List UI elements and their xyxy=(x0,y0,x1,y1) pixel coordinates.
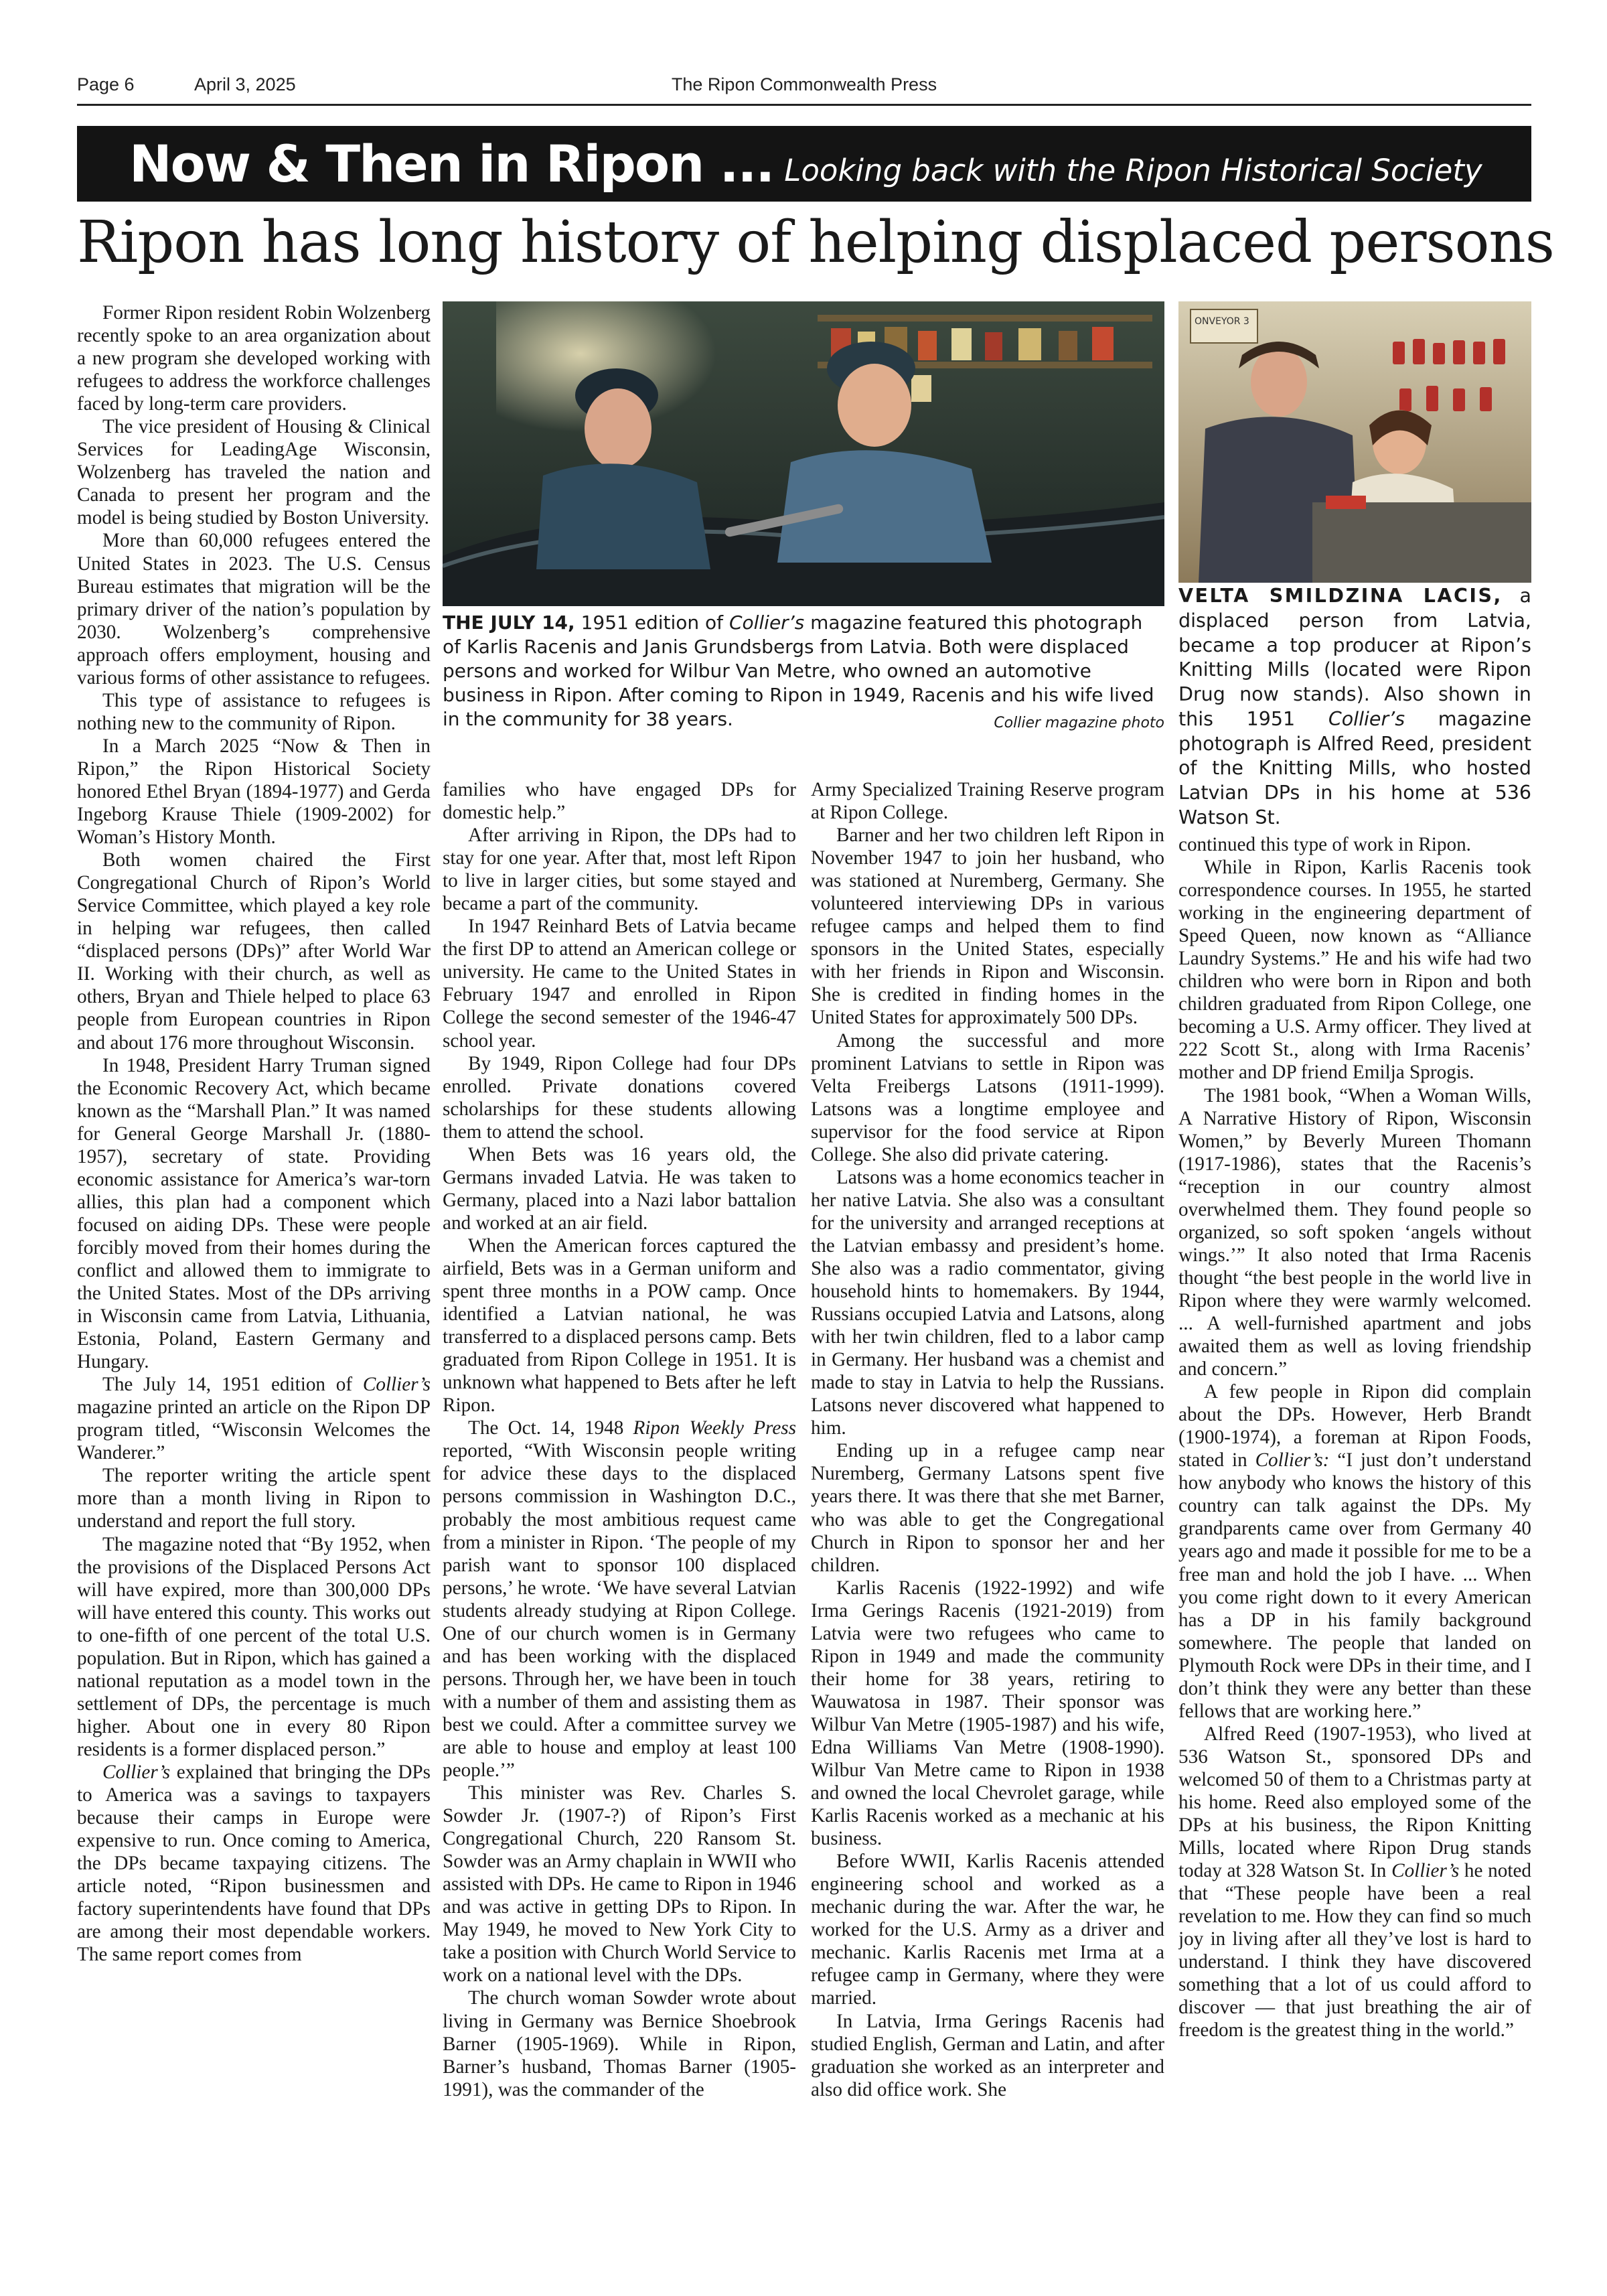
paragraph: The vice president of Housing & Clinical Services for LeadingAge Wisconsin, Wolzenberg has traveled the nation and Canada to present her program and the model is being studied by Boston University. xyxy=(77,416,431,529)
article-column-3 xyxy=(811,778,1164,2232)
paragraph: Former Ripon resident Robin Wolzenberg recently spoke to an area organization about a new program she developed working with refugees to address the workforce challenges faced by long-term care providers. xyxy=(77,302,431,415)
article-column-1 xyxy=(77,301,431,2230)
caption-lead: THE JULY 14, xyxy=(443,612,575,634)
paragraph: continued this type of work in Ripon. xyxy=(1178,834,1471,855)
magazine-title: Collier’s xyxy=(1391,1860,1460,1882)
photo-mechanics-caption xyxy=(443,611,1164,733)
paragraph: This minister was Rev. Charles S. Sowder Jr. (1907-?) of Ripon’s First Congregational Church, 220 Ransom St. Sowder was an Army chaplain in WWII who assisted with DPs. He came to Ripon in 1946 and was active in getting DPs to Ripon. In May 1949, he moved to New York City to take a position with Church World Service to work on a national level with the DPs. xyxy=(443,1782,796,1987)
photo-knitting-mill xyxy=(1178,301,1531,583)
paragraph: Ending up in a refugee camp near Nuremberg, Germany Latsons spent five years there. It was there that she met Barner, who was able to get the Congregational Church in Ripon to sponsor her and her children. xyxy=(811,1440,1164,1576)
caption-text: a displaced person from Latvia, became a top producer at Ripon’s Knitting Mills (located were Ripon Drug now stands). Also shown in this 1951 xyxy=(1178,585,1531,730)
photo-mechanics-image xyxy=(443,301,1164,606)
text-run: explained that bringing the DPs to America was a savings to taxpayers because their camps in Europe were expensive to run. Once coming to America, the DPs became taxpaying citizens. The article noted, “Ripon businessmen and factory superintendents have found that DPs are among their most dependable workers. The same report comes from xyxy=(77,1762,431,1966)
banner-title: Now & Then in Ripon ... xyxy=(129,134,774,194)
article-column-4 xyxy=(1178,833,1531,2226)
caption-magazine: Collier’s xyxy=(729,612,805,634)
caption-lead: VELTA SMILDZINA LACIS, xyxy=(1178,585,1503,607)
caption-text: magazine featured this photograph of Karlis Racenis and Janis Grundsbergs from Latvia. Both were displaced persons and worked for Wilbur Van Metre, who owned an automotive business in Ripon. After coming to Ripon in 1949, Racenis and his wife lived in the community for 38 years. xyxy=(443,612,1154,731)
paragraph: In 1948, President Harry Truman signed the Economic Recovery Act, which became known as the “Marshall Plan.” It was named for General George Marshall Jr. (1880-1957), secretary of state. Providing economic assistance for America’s war-torn allies, this plan had a component which focused on aiding DPs. These were people forcibly moved from their homes during the conflict and allowed them to immigrate to the United States. Most of the DPs arriving in Wisconsin came from Latvia, Lithuania, Estonia, Poland, Eastern Germany and Hungary. xyxy=(77,1054,431,1373)
paragraph: After arriving in Ripon, the DPs had to stay for one year. After that, most left Ripon to live in larger cities, but some stayed and became a part of the community. xyxy=(443,824,796,915)
magazine-title: Collier’s xyxy=(102,1762,171,1783)
section-banner xyxy=(77,126,1531,202)
paragraph: This type of assistance to refugees is nothing new to the community of Ripon. xyxy=(77,689,431,734)
text-run: “I just don’t understand how anybody who knows the history of this country can talk against the DPs. My grandparents came over from Germany 40 years ago and made it possible for me to be a free man and hold the job I have. ... When you come right down to it every American has a DP in his family background somewhere. The people that landed on Plymouth Rock were DPs in their time, and I don’t think they were any better than these fellows that are working here.” xyxy=(1178,1449,1531,1722)
paragraph: Army Specialized Training Reserve program at Ripon College. xyxy=(811,779,1164,824)
paragraph xyxy=(77,1373,431,1464)
paragraph xyxy=(1178,1380,1531,1723)
photo-credit: Collier magazine photo xyxy=(994,715,1164,732)
paragraph: In Latvia, Irma Gerings Racenis had studied English, German and Latin, and after graduation she worked as an interpreter and also did office work. She xyxy=(811,2010,1164,2100)
issue-date: April 3, 2025 xyxy=(194,74,296,94)
paragraph xyxy=(77,1761,431,1966)
text-run: A few people in Ripon did complain about the DPs. However, Herb Brandt (1900-1974), a foreman at Ripon Foods, stated in xyxy=(1178,1381,1531,1472)
paragraph: By 1949, Ripon College had four DPs enrolled. Private donations covered scholarships for these students allowing them to attend the school. xyxy=(443,1052,796,1143)
paragraph: In 1947 Reinhard Bets of Latvia became the first DP to attend an American college or university. He came to the United States in February 1947 and enrolled in Ripon College the second semester of the 1946-47 school year. xyxy=(443,916,796,1052)
publication-name: The Ripon Commonwealth Press xyxy=(671,74,937,94)
caption-text: 1951 edition of xyxy=(575,612,729,634)
paragraph: When the American forces captured the airfield, Bets was in a German uniform and spent three months in a POW camp. Once identified a Latvian national, he was transferred to a displaced persons camp. Bets graduated from Ripon College in 1951. It is unknown what happened to Bets after he left Ripon. xyxy=(443,1234,796,1417)
paragraph: The 1981 book, “When a Woman Wills, A Narrative History of Ripon, Wisconsin Women,” by Beverly Mureen Thomann (1917-1986), states that the Racenis’s “reception in our country almost overwhelmed them. They found people so organized, so soft spoken ‘angels without wings.’” It also noted that Irma Racenis thought “the best people in the world live in Ripon where they were warmly welcomed. ... A well-furnished apartment and jobs awaited them as well as loving friendship and concern.” xyxy=(1178,1084,1531,1380)
caption-magazine: Collier’s xyxy=(1328,707,1405,730)
caption-text: magazine photograph is Alfred Reed, president of the Knitting Mills, who hosted Latvian DPs in his home at 536 Watson St. xyxy=(1178,707,1531,829)
photo-knitting-mill-image xyxy=(1178,301,1531,583)
paragraph xyxy=(1178,1723,1531,2042)
paragraph: Among the successful and more prominent Latvians to settle in Ripon was Velta Freibergs Latsons (1911-1999). Latsons was a longtime employee and supervisor for the food service at Ripon College. She also did private catering. xyxy=(811,1029,1164,1165)
text-run: The July 14, 1951 edition of xyxy=(102,1374,363,1396)
magazine-title: Collier’s: xyxy=(1255,1449,1330,1472)
paragraph: Both women chaired the First Congregational Church of Ripon’s World Service Committee, which played a key role in helping war refugees, then called “displaced persons (DPs)” after World War II. Working with their church, as well as others, Bryan and Thiele helped to place 63 people from European countries in Ripon and about 176 more throughout Wisconsin. xyxy=(77,849,431,1054)
paragraph: The church woman Sowder wrote about living in Germany was Bernice Shoebrook Barner (1905-1969). While in Ripon, Barner’s husband, Thomas Barner (1905-1991), was the commander of the xyxy=(443,1987,796,2100)
paragraph: Karlis Racenis (1922-1992) and wife Irma Gerings Racenis (1921-2019) from Latvia were two refugees who came to Ripon in 1949 and made the community their home for 38 years, retiring to Wauwatosa in 1987. Their sponsor was Wilbur Van Metre (1905-1987) and his wife, Edna Williams Van Metre (1908-1990). Wilbur Van Metre came to Ripon in 1938 and owned the local Chevrolet garage, while Karlis Racenis worked as a mechanic at his business. xyxy=(811,1577,1164,1850)
paragraph: Latsons was a home economics teacher in her native Latvia. She also was a consultant for the university and arranged receptions at the Latvian embassy and president’s home. She also was a radio commentator, giving household hints to homemakers. By 1944, Russians occupied Latvia and Latsons, along with her twin children, fled to a labor camp in Germany. Her husband was a chemist and made to stay in Latvia to help the Russians. Latsons never discovered what happened to him. xyxy=(811,1166,1164,1439)
paragraph: The reporter writing the article spent more than a month living in Ripon to understand and report the full story. xyxy=(77,1465,431,1532)
page-folio xyxy=(77,70,1531,106)
article-headline: Ripon has long history of helping displaced persons xyxy=(77,209,1554,276)
paragraph xyxy=(443,1417,796,1782)
magazine-title: Collier’s xyxy=(362,1374,431,1396)
paragraph: When Bets was 16 years old, the Germans invaded Latvia. He was taken to Germany, placed into a Nazi labor battalion and worked at an air field. xyxy=(443,1143,796,1234)
page-number: Page 6 xyxy=(77,74,135,94)
newspaper-title: Ripon Weekly Press xyxy=(633,1417,796,1439)
photo-mechanics xyxy=(443,301,1164,606)
paragraph: While in Ripon, Karlis Racenis took correspondence courses. In 1955, he started working in the engineering department of Speed Queen, now known as “Alliance Laundry Systems.” He and his wife had two children who were born in Ripon and both children graduated from Ripon College, one becoming a U.S. Army officer. They lived at 222 Scott St., along with Irma Racenis’ mother and DP friend Emilja Sprogis. xyxy=(1178,857,1531,1084)
paragraph: In a March 2025 “Now & Then in Ripon,” the Ripon Historical Society honored Ethel Bryan (1894-1977) and Gerda Ingeborg Krause Thiele (1909-2002) for Woman’s History Month. xyxy=(77,735,431,849)
text-run: The Oct. 14, 1948 xyxy=(468,1417,633,1439)
photo-knitting-mill-caption xyxy=(1178,584,1531,831)
paragraph: More than 60,000 refugees entered the United States in 2023. The U.S. Census Bureau estimates that migration will be the primary driver of the nation’s population by 2030. Wolzenberg’s comprehensive approach offers employment, housing and various forms of other assistance to refugees. xyxy=(77,530,431,689)
banner-subtitle: Looking back with the Ripon Historical Society xyxy=(784,153,1482,188)
text-run: he noted that “These people have been a real revelation to me. How they can find so much joy in living after all they’ve lost is hard to understand. I think they have discovered something that a lot of us could afford to discover — that just breathing the air of freedom is the greatest thing in the world.” xyxy=(1178,1860,1531,2041)
paragraph: families who have engaged DPs for domestic help.” xyxy=(443,779,796,824)
text-run: Alfred Reed (1907-1953), who lived at 536 Watson St., sponsored DPs and welcomed 50 of them to a Christmas party at his home. Reed also employed some of the DPs at his business, the Ripon Knitting Mills, located where Ripon Drug stands today at 328 Watson St. In xyxy=(1178,1723,1531,1882)
conveyor-sign: ONVEYOR 3 xyxy=(1195,316,1249,327)
paragraph: The magazine noted that “By 1952, when the provisions of the Displaced Persons Act will have expired, more than 300,000 DPs will have entered this county. This works out to one-fifth of one percent of the total U.S. population. But in Ripon, which has gained a national reputation as a model town in the settlement of DPs, the percentage is much higher. About one in every 80 Ripon residents is a former displaced person.” xyxy=(77,1533,431,1760)
paragraph: Before WWII, Karlis Racenis attended engineering school and worked as a mechanic during the war. After the war, he worked for the U.S. Army as a driver and mechanic. Karlis Racenis met Irma at a refugee camp in Germany, where they were married. xyxy=(811,1851,1164,2009)
article-column-2 xyxy=(443,778,796,2232)
text-run: reported, “With Wisconsin people writing for advice these days to the displaced persons commission in Washington D.C., probably the most ambitious request came from a minister in Ripon. ‘The people of my parish want to sponsor 100 displaced persons,’ he wrote. ‘We have several Latvian students already studying at Ripon College. One of our church women is in Germany and has been working with the displaced persons. Through her, we have been in touch with a number of them and assisting them as best we could. After a committee survey we are able to house and employ at least 100 people.’” xyxy=(443,1440,796,1782)
text-run: magazine printed an article on the Ripon DP program titled, “Wisconsin Welcomes the Wanderer.” xyxy=(77,1396,431,1464)
paragraph: Barner and her two children left Ripon in November 1947 to join her husband, who was stationed at Nuremberg, Germany. She volunteered interviewing DPs in various refugee camps and helped them to find sponsors in the United States, especially with her friends in Ripon and Wisconsin. She is credited in finding homes in the United States for approximately 500 DPs. xyxy=(811,824,1164,1029)
